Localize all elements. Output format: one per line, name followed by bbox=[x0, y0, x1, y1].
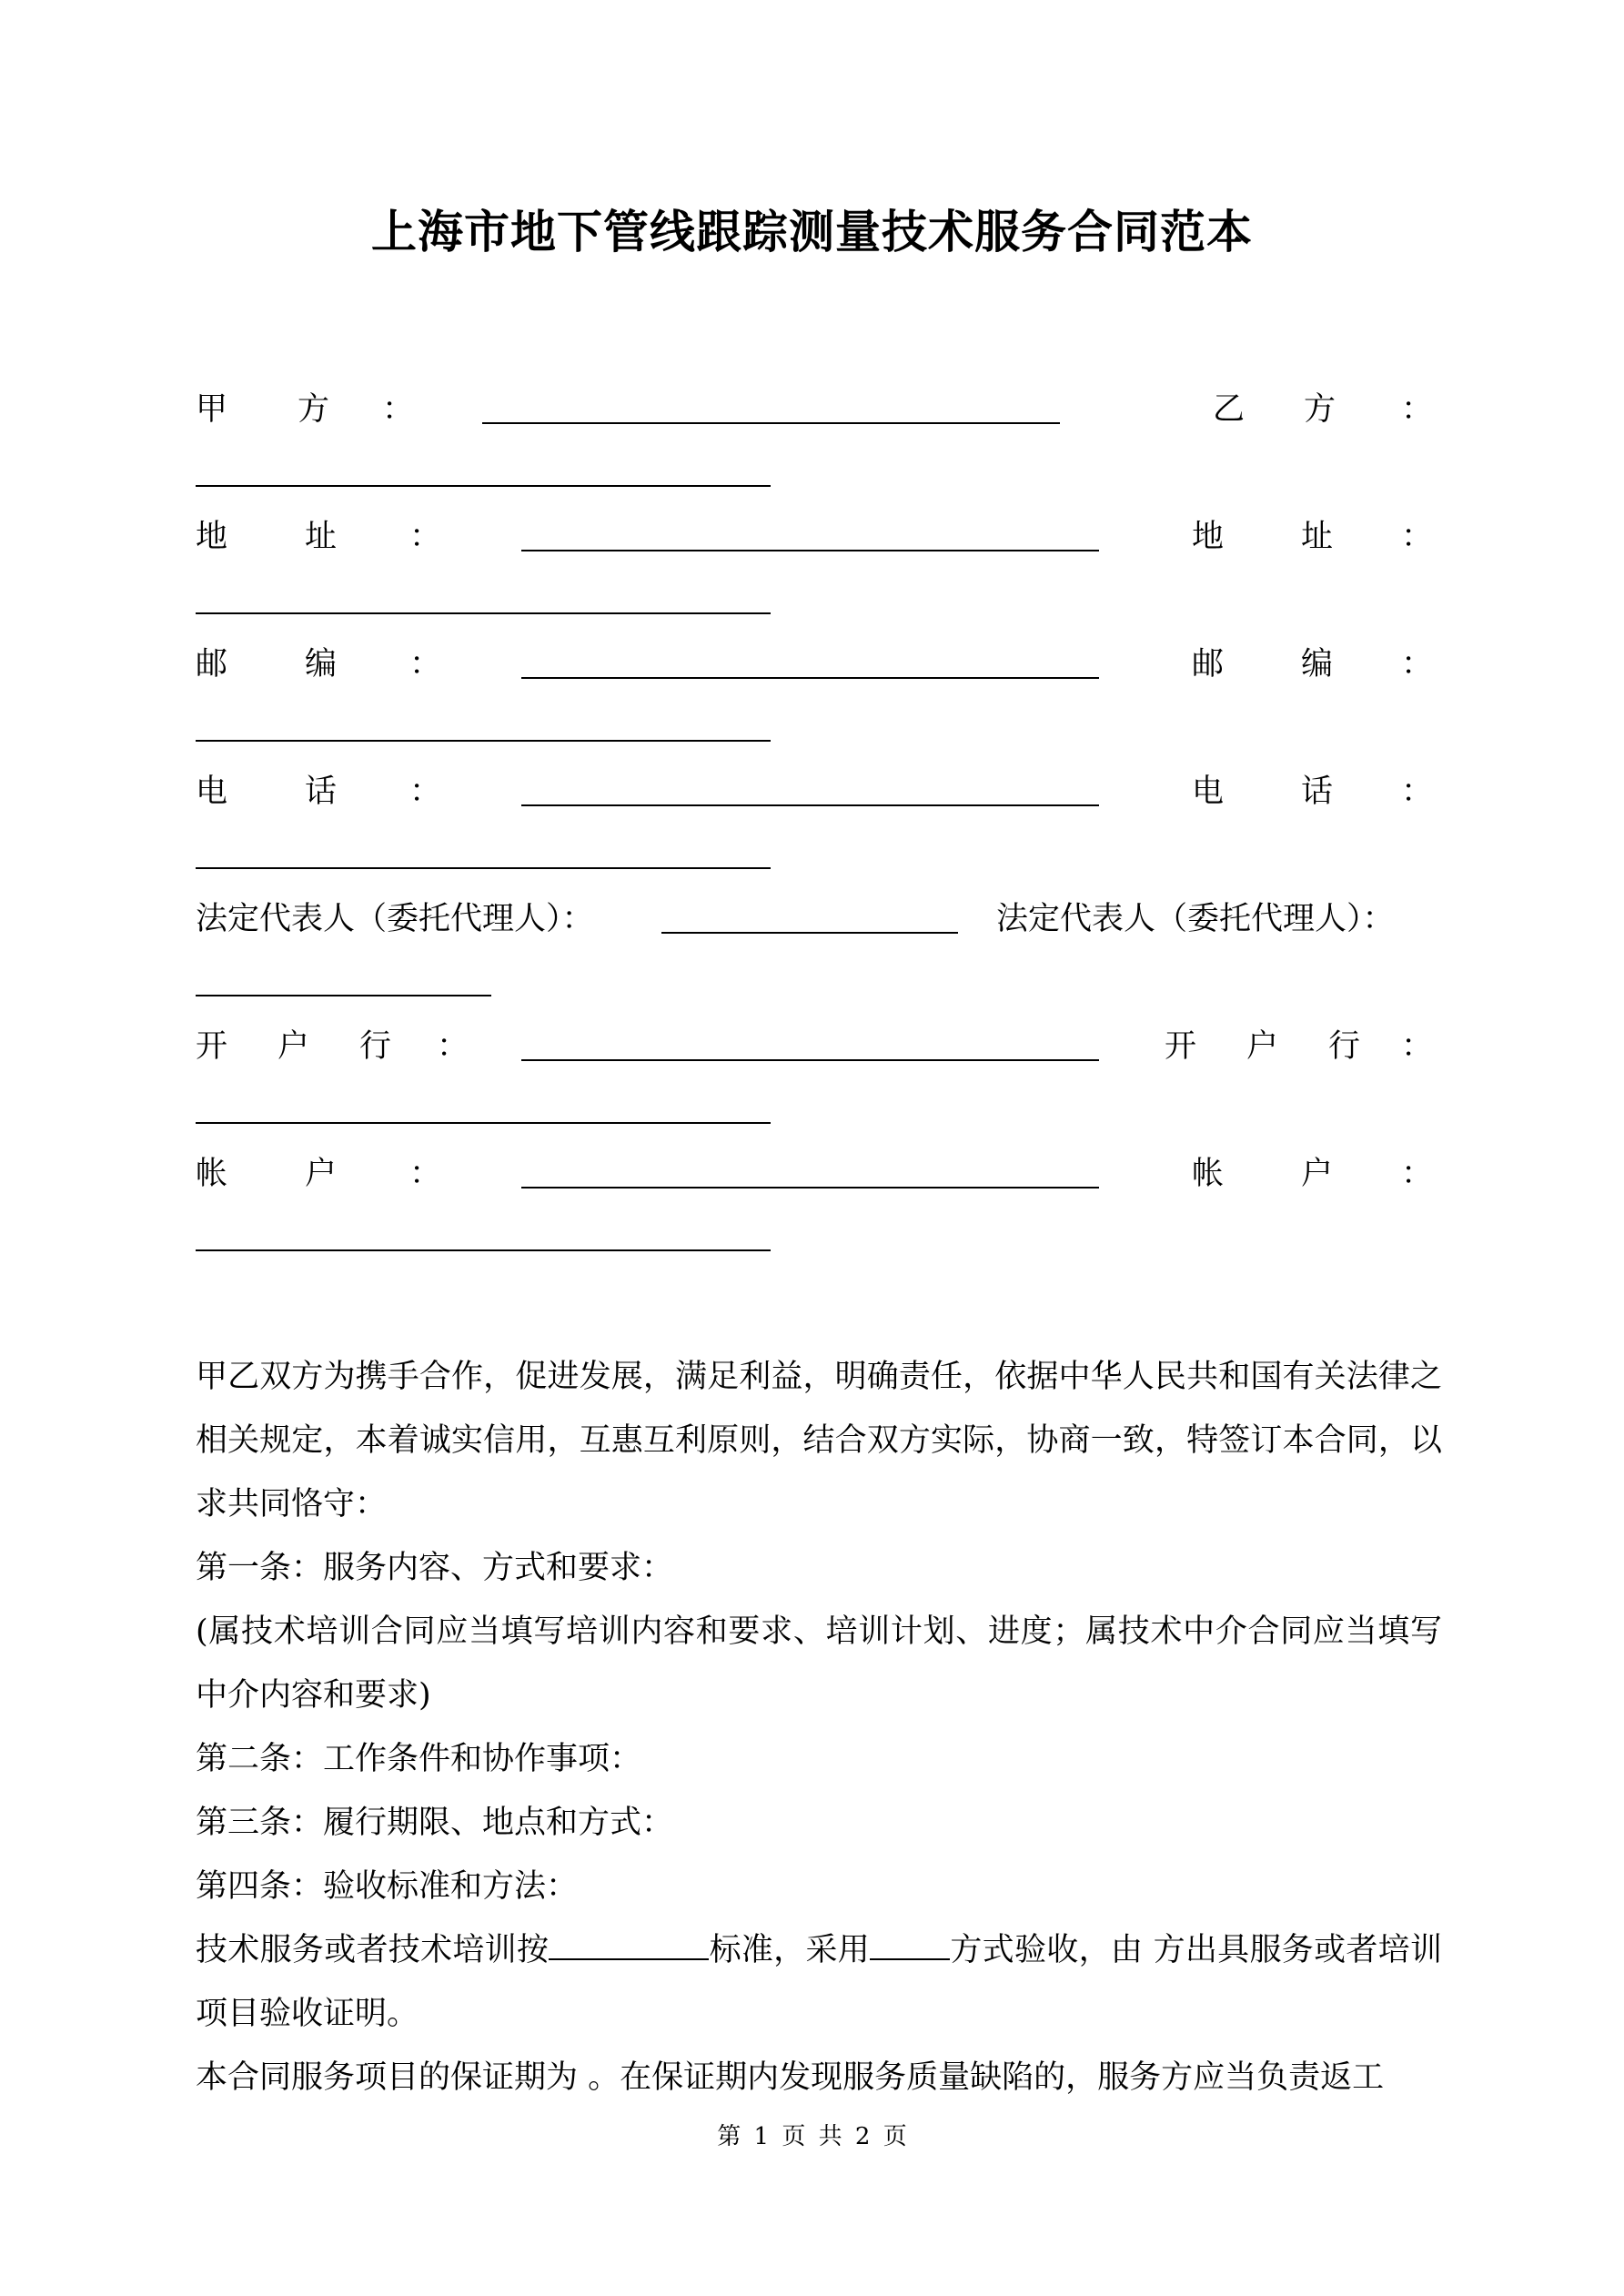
address-label-char: 址 bbox=[305, 519, 338, 555]
address-label-colon: ： bbox=[409, 519, 442, 555]
bank-label-char: 开 bbox=[1165, 1028, 1197, 1065]
address-label-colon: ： bbox=[1401, 519, 1434, 555]
postcode-label-char: 编 bbox=[1301, 646, 1334, 683]
address-label-char: 地 bbox=[196, 519, 228, 555]
party-row-representative bbox=[196, 892, 1442, 946]
bank-label-char: 行 bbox=[359, 1028, 392, 1065]
party-b-representative-blank[interactable] bbox=[196, 995, 491, 996]
party-b-label-char: 方 bbox=[1304, 391, 1337, 428]
article-2-heading: 第二条：工作条件和协作事项： bbox=[196, 1741, 642, 1777]
intro-paragraph: 甲乙双方为携手合作，促进发展，满足利益，明确责任，依据中华人民共和国有关法律之相关规定，本着诚实信用，互惠互利原则，结合双方实际，协商一致，特签订本合同，以求共同恪守： bbox=[196, 1359, 1442, 1522]
postcode-label-char: 邮 bbox=[196, 646, 228, 683]
acceptance-paragraph bbox=[196, 1918, 1442, 2046]
party-a-bank-blank[interactable] bbox=[521, 1059, 1099, 1061]
account-label-colon: ： bbox=[1401, 1156, 1434, 1192]
party-b-account-blank[interactable] bbox=[196, 1249, 771, 1251]
party-b-postcode-blank[interactable] bbox=[196, 740, 771, 742]
postcode-label-colon: ： bbox=[409, 646, 442, 683]
postcode-label-colon: ： bbox=[1401, 646, 1434, 683]
account-label-char: 户 bbox=[1301, 1156, 1334, 1192]
document-title: 上海市地下管线跟踪测量技术服务合同范本 bbox=[371, 206, 1253, 258]
party-a-postcode-blank[interactable] bbox=[521, 677, 1099, 679]
representative-label: 法定代表人（委托代理人）： bbox=[996, 901, 1395, 937]
account-label-colon: ： bbox=[409, 1156, 442, 1192]
acceptance-text: 标准，采用 bbox=[709, 1932, 871, 1968]
party-b-phone-blank[interactable] bbox=[196, 867, 771, 869]
acceptance-standard-blank[interactable] bbox=[549, 1931, 709, 1960]
bank-label-char: 户 bbox=[1246, 1028, 1279, 1065]
party-b-label-char: 乙 bbox=[1213, 391, 1246, 428]
article-4-heading: 第四条：验收标准和方法： bbox=[196, 1868, 579, 1905]
phone-label-char: 话 bbox=[305, 774, 338, 810]
postcode-label-char: 编 bbox=[305, 646, 338, 683]
postcode-label-char: 邮 bbox=[1192, 646, 1225, 683]
party-a-name-blank[interactable] bbox=[482, 422, 1060, 424]
warranty-paragraph: 本合同服务项目的保证期为 。在保证期内发现服务质量缺陷的，服务方应当负责返工 bbox=[196, 2059, 1385, 2096]
party-a-label-char: 甲 bbox=[196, 391, 228, 428]
party-b-label-colon: ： bbox=[1401, 391, 1434, 428]
party-row-name bbox=[196, 382, 1442, 437]
party-b-name-blank[interactable] bbox=[196, 485, 771, 487]
account-label-char: 户 bbox=[305, 1156, 338, 1192]
party-row-postcode bbox=[196, 637, 1442, 692]
representative-label: 法定代表人（委托代理人）： bbox=[196, 901, 594, 937]
phone-label-colon: ： bbox=[1401, 774, 1434, 810]
phone-label-colon: ： bbox=[409, 774, 442, 810]
contract-body bbox=[196, 1345, 1442, 2109]
party-a-phone-blank[interactable] bbox=[521, 804, 1099, 806]
party-row-phone bbox=[196, 764, 1442, 819]
address-label-char: 地 bbox=[1192, 519, 1225, 555]
acceptance-text: 技术服务或者技术培训按 bbox=[196, 1932, 550, 1968]
bank-label-char: 行 bbox=[1328, 1028, 1361, 1065]
article-1-note: (属技术培训合同应当填写培训内容和要求、培训计划、进度；属技术中介合同应当填写中介内容和要求) bbox=[196, 1613, 1442, 1714]
page-number: 第 1 页 共 2 页 bbox=[717, 2123, 907, 2150]
party-a-representative-blank[interactable] bbox=[661, 932, 958, 934]
party-b-address-blank[interactable] bbox=[196, 612, 771, 614]
article-3-heading: 第三条：履行期限、地点和方式： bbox=[196, 1805, 674, 1841]
party-a-label-char: 方 bbox=[298, 391, 330, 428]
bank-label-colon: ： bbox=[1401, 1028, 1434, 1065]
phone-label-char: 电 bbox=[1192, 774, 1225, 810]
party-a-address-blank[interactable] bbox=[521, 550, 1099, 551]
party-row-bank bbox=[196, 1019, 1442, 1074]
phone-label-char: 电 bbox=[196, 774, 228, 810]
bank-label-char: 户 bbox=[277, 1028, 310, 1065]
acceptance-text: 方式验收，由 方出具服务或者培训项目验收证明。 bbox=[196, 1932, 1442, 2032]
account-label-char: 帐 bbox=[1192, 1156, 1225, 1192]
party-b-bank-blank[interactable] bbox=[196, 1122, 771, 1124]
party-row-address bbox=[196, 510, 1442, 564]
article-1-heading: 第一条：服务内容、方式和要求： bbox=[196, 1550, 674, 1586]
address-label-char: 址 bbox=[1301, 519, 1334, 555]
acceptance-method-blank[interactable] bbox=[870, 1931, 950, 1960]
bank-label-char: 开 bbox=[196, 1028, 228, 1065]
account-label-char: 帐 bbox=[196, 1156, 228, 1192]
party-a-label-colon: ： bbox=[382, 391, 415, 428]
phone-label-char: 话 bbox=[1301, 774, 1334, 810]
bank-label-colon: ： bbox=[437, 1028, 469, 1065]
party-a-account-blank[interactable] bbox=[521, 1187, 1099, 1188]
party-row-account bbox=[196, 1147, 1442, 1201]
